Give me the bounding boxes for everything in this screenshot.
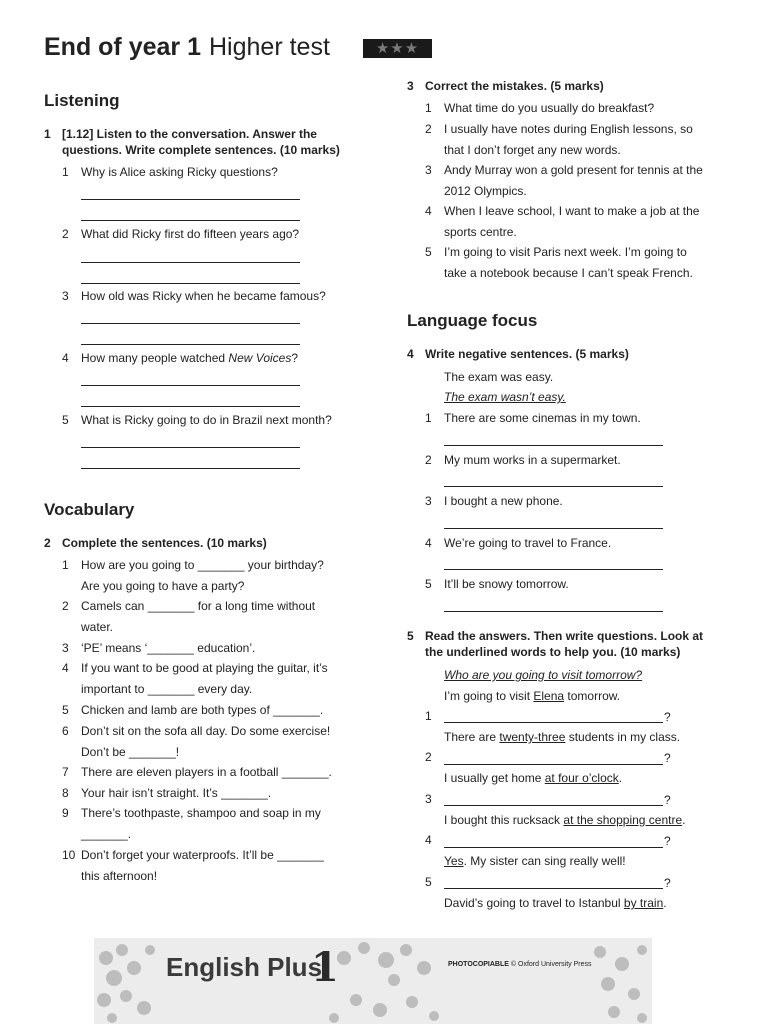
list-item (62, 410, 372, 431)
question-mark: ? (664, 793, 671, 807)
list-item (62, 803, 372, 844)
item-text: It’ll be snowy tomorrow. (444, 577, 569, 591)
task-number: 1 (44, 127, 51, 141)
list-item (62, 783, 372, 804)
instruction-line: [1.12] Listen to the conversation. Answer the (62, 127, 317, 141)
item-text: We’re going to travel to France. (444, 536, 612, 550)
item-text: What is Ricky going to do in Brazil next month? (81, 413, 332, 427)
language-focus-heading: Language focus (407, 311, 538, 330)
list-item (62, 845, 372, 886)
task-number: 4 (407, 347, 414, 361)
item-text: I bought a new phone. (444, 494, 563, 508)
listening-heading: Listening (44, 91, 120, 110)
item-text: Chicken and lamb are both types of _______. (81, 703, 324, 717)
item-text: that I don’t forget any new words. (444, 142, 621, 157)
answer-text-part: I usually get home (444, 771, 545, 785)
answer-text-part: . (663, 896, 667, 910)
task-number: 5 (407, 629, 414, 643)
photocopiable-notice (448, 961, 592, 968)
brand-number: 1 (311, 944, 339, 991)
publisher-text: © Oxford University Press (510, 961, 592, 968)
list-item (425, 574, 745, 595)
question-mark: ? (664, 751, 671, 765)
item-number: 1 (62, 558, 69, 572)
answer-line[interactable] (444, 445, 663, 446)
item-number: 1 (425, 101, 432, 115)
answer-sentence (444, 768, 622, 788)
task-4-instruction (407, 346, 737, 362)
question-number: 2 (425, 750, 432, 764)
item-number: 9 (62, 806, 69, 820)
example-answer (444, 686, 620, 706)
task-number: 3 (407, 79, 414, 93)
answer-sentence (444, 727, 680, 747)
item-number: 2 (425, 453, 432, 467)
list-item (62, 162, 362, 183)
item-text: Don’t forget your waterproofs. It’ll be _______ (81, 848, 324, 862)
item-number: 4 (425, 536, 432, 550)
item-number: 3 (62, 289, 69, 303)
answer-line[interactable] (81, 220, 300, 221)
item-number: 3 (425, 494, 432, 508)
footer-banner (94, 938, 652, 1024)
list-item (425, 160, 745, 201)
vocabulary-heading: Vocabulary (44, 500, 135, 519)
list-item (62, 721, 372, 762)
item-number: 5 (62, 413, 69, 427)
item-text: There’s toothpaste, shampoo and soap in my (81, 806, 321, 820)
list-item (62, 700, 372, 721)
item-number: 2 (62, 227, 69, 241)
task-1-instruction (44, 126, 364, 158)
page-title (44, 33, 330, 62)
answer-line[interactable] (81, 199, 300, 200)
item-text: I’m going to visit Paris next week. I’m going to (444, 245, 687, 259)
item-number: 7 (62, 765, 69, 779)
answer-text-part: There are (444, 730, 500, 744)
answer-line[interactable] (444, 764, 663, 765)
list-item (425, 201, 745, 242)
answer-line[interactable] (444, 888, 663, 889)
answer-text-part: I’m going to visit (444, 689, 534, 703)
task-2-instruction (44, 535, 364, 551)
item-number: 2 (62, 599, 69, 613)
question-number: 5 (425, 875, 432, 889)
item-text: Andy Murray won a gold present for tennis at the (444, 163, 703, 177)
item-text: Camels can _______ for a long time without (81, 599, 316, 613)
answer-line[interactable] (81, 344, 300, 345)
example-answer: The exam wasn’t easy. (444, 390, 566, 404)
task-5-instruction (407, 628, 737, 660)
item-text: How are you going to _______ your birthday? (81, 558, 324, 572)
answer-text-part: students in my class. (565, 730, 681, 744)
item-number: 4 (62, 351, 69, 365)
item-text: ‘PE’ means ‘_______ education’. (81, 641, 256, 655)
item-text: When I leave school, I want to make a job at the (444, 204, 700, 218)
answer-line[interactable] (81, 323, 300, 324)
item-number: 3 (425, 163, 432, 177)
answer-sentence (444, 893, 667, 913)
answer-text-part: David’s going to travel to Istanbul (444, 896, 624, 910)
instruction-line: Read the answers. Then write questions. Look at (425, 629, 704, 643)
question-mark: ? (664, 710, 671, 724)
item-text: 2012 Olympics. (444, 183, 527, 198)
item-text-part: How many people watched (81, 351, 229, 365)
item-number: 1 (62, 165, 69, 179)
page-title-main: End of year 1 (44, 33, 201, 61)
underlined-word: at the shopping centre (563, 813, 683, 827)
answer-line[interactable] (444, 805, 663, 806)
list-item (425, 533, 745, 554)
item-number: 5 (425, 577, 432, 591)
question-number: 3 (425, 792, 432, 806)
item-text: Are you going to have a party? (81, 578, 245, 593)
underlined-word: Yes (444, 854, 464, 868)
item-text: There are some cinemas in my town. (444, 411, 641, 425)
question-number: 1 (425, 709, 432, 723)
answer-line[interactable] (81, 262, 300, 263)
answer-line[interactable] (444, 569, 663, 570)
list-item (425, 242, 745, 283)
item-number: 10 (62, 848, 76, 862)
instruction-line: Complete the sentences. (10 marks) (62, 536, 267, 550)
brand-name: English Plus (166, 952, 323, 982)
list-item (62, 658, 372, 699)
answer-line[interactable] (444, 611, 663, 612)
answer-text-part: . (618, 771, 623, 785)
item-text: water. (81, 619, 114, 634)
item-text: What time do you usually do breakfast? (444, 101, 655, 115)
answer-line[interactable] (444, 847, 663, 848)
show-title: New Voices (228, 351, 292, 365)
item-number: 6 (62, 724, 69, 738)
question-mark: ? (664, 834, 671, 848)
answer-line[interactable] (81, 283, 300, 284)
list-item (62, 638, 372, 659)
difficulty-stars: ★★★ (363, 39, 432, 58)
answer-line[interactable] (81, 406, 300, 407)
item-text: this afternoon! (81, 868, 158, 883)
list-item (425, 450, 745, 471)
underlined-word: by train (623, 896, 664, 910)
list-item (62, 348, 362, 369)
underlined-word: at four o’clock (544, 771, 619, 785)
item-text: _______. (81, 826, 132, 841)
answer-sentence (444, 810, 686, 830)
item-text: What did Ricky first do fifteen years ago? (81, 227, 300, 241)
item-number: 4 (62, 661, 69, 675)
instruction-line: Write negative sentences. (5 marks) (425, 347, 629, 361)
list-item (425, 119, 745, 160)
item-text: My mum works in a supermarket. (444, 453, 621, 467)
item-text: Why is Alice asking Ricky questions? (81, 165, 278, 179)
instruction-line: questions. Write complete sentences. (10 marks) (62, 143, 340, 157)
underlined-word: Elena (533, 689, 565, 703)
list-item (62, 555, 372, 596)
answer-text-part: . (682, 813, 686, 827)
list-item (62, 762, 372, 783)
example-question: Who are you going to visit tomorrow? (444, 668, 643, 682)
item-text: take a notebook because I can’t speak French. (444, 265, 693, 280)
list-item (62, 224, 362, 245)
task-3-instruction (407, 78, 737, 94)
item-text: If you want to be good at playing the guitar, it’s (81, 661, 328, 675)
instruction-line: Correct the mistakes. (5 marks) (425, 79, 604, 93)
list-item (425, 98, 745, 119)
item-number: 3 (62, 641, 69, 655)
answer-text-part: I bought this rucksack (444, 813, 564, 827)
page-title-sub: Higher test (209, 33, 330, 61)
instruction-line: the underlined words to help you. (10 marks) (425, 645, 681, 659)
answer-line[interactable] (444, 722, 663, 723)
list-item (425, 408, 745, 429)
answer-line[interactable] (444, 486, 663, 487)
answer-text-part: tomorrow. (564, 689, 621, 703)
answer-line[interactable] (81, 468, 300, 469)
item-text: sports centre. (444, 224, 517, 239)
answer-line[interactable] (81, 447, 300, 448)
item-number: 2 (425, 122, 432, 136)
example-prompt: The exam was easy. (444, 370, 554, 384)
item-number: 8 (62, 786, 69, 800)
item-text: Your hair isn’t straight. It’s _______. (81, 786, 272, 800)
answer-line[interactable] (444, 528, 663, 529)
answer-sentence (444, 851, 626, 871)
item-text: Don’t sit on the sofa all day. Do some exercise! (81, 724, 331, 738)
question-number: 4 (425, 833, 432, 847)
underlined-word: twenty-three (499, 730, 566, 744)
item-text: Don’t be _______! (81, 744, 180, 759)
item-text: important to _______ every day. (81, 681, 253, 696)
answer-text-part: . My sister can sing really well! (463, 854, 626, 868)
item-text-part: ? (291, 351, 299, 365)
list-item (425, 491, 745, 512)
question-mark: ? (664, 876, 671, 890)
item-number: 5 (62, 703, 69, 717)
item-number: 4 (425, 204, 432, 218)
photocopiable-label: PHOTOCOPIABLE (448, 961, 509, 968)
task-number: 2 (44, 536, 51, 550)
item-text: How old was Ricky when he became famous? (81, 289, 326, 303)
item-text (81, 348, 362, 369)
list-item (62, 596, 372, 637)
answer-line[interactable] (81, 385, 300, 386)
item-text: There are eleven players in a football _______. (81, 765, 332, 779)
item-number: 1 (425, 411, 432, 425)
item-text: I usually have notes during English lessons, so (444, 122, 693, 136)
item-number: 5 (425, 245, 432, 259)
list-item (62, 286, 362, 307)
